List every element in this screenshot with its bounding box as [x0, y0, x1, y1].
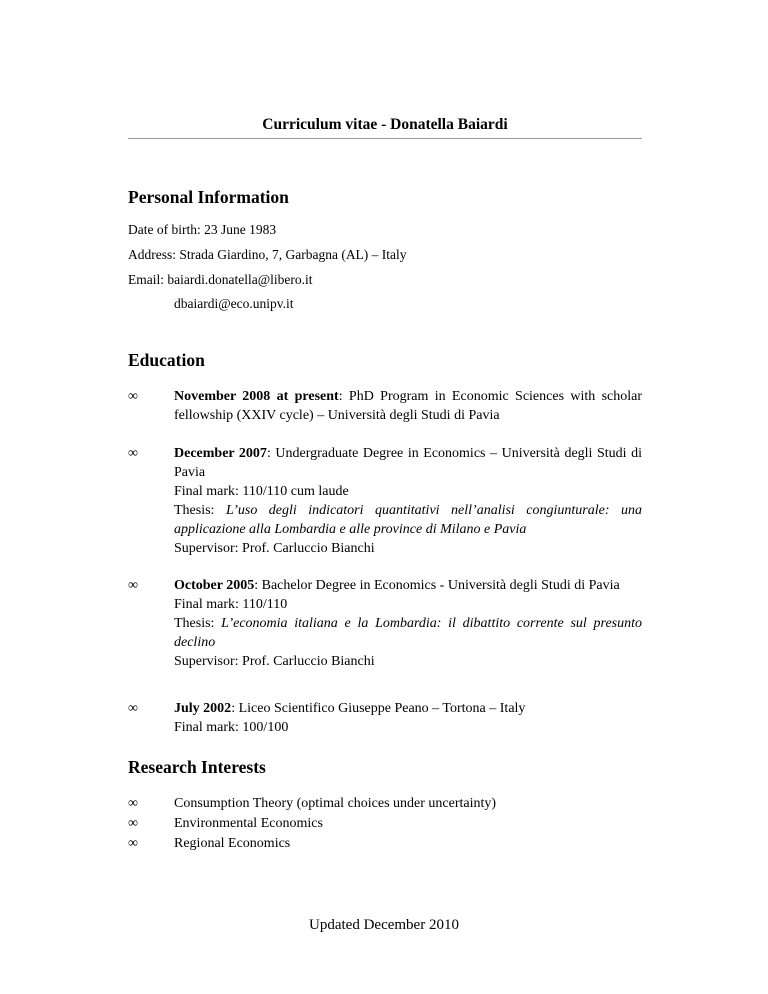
infinity-bullet-icon: ∞ — [128, 701, 138, 716]
supervisor: Supervisor: Prof. Carluccio Bianchi — [174, 654, 375, 669]
thesis-label: Thesis: — [174, 616, 222, 631]
research-interests-list — [128, 794, 642, 854]
thesis-title: L’uso degli indicatori quantitativi nell’analisi congiunturale: una applicazione alla Lombardia e alle province di Milano e Pavia — [174, 503, 642, 537]
supervisor: Supervisor: Prof. Carluccio Bianchi — [174, 541, 375, 556]
infinity-bullet-icon: ∞ — [128, 446, 138, 461]
education-item — [128, 576, 642, 671]
infinity-bullet-icon: ∞ — [128, 796, 138, 811]
infinity-bullet-icon: ∞ — [128, 578, 138, 593]
email-primary: Email: baiardi.donatella@libero.it — [128, 272, 313, 287]
infinity-bullet-icon: ∞ — [128, 816, 138, 831]
education-description: : Undergraduate Degree in Economics – Università degli Studi di Pavia — [174, 446, 643, 480]
footer-updated: Updated December 2010 — [309, 917, 459, 933]
document-title: Curriculum vitae - Donatella Baiardi — [128, 116, 642, 139]
education-item — [128, 444, 642, 558]
infinity-bullet-icon: ∞ — [128, 836, 138, 851]
research-interest: Environmental Economics — [174, 816, 323, 831]
final-mark: Final mark: 110/110 — [174, 597, 288, 612]
research-interest: Regional Economics — [174, 836, 291, 851]
education-description: : Liceo Scientifico Giuseppe Peano – Tortona – Italy — [231, 701, 526, 716]
research-interest: Consumption Theory (optimal choices under uncertainty) — [174, 796, 497, 811]
education-heading: Education — [128, 350, 205, 370]
list-item — [128, 814, 642, 834]
education-date: July 2002 — [174, 701, 232, 716]
date-of-birth: Date of birth: 23 June 1983 — [128, 222, 277, 237]
education-date: December 2007 — [174, 446, 267, 461]
address: Address: Strada Giardino, 7, Garbagna (AL) – Italy — [128, 247, 407, 262]
infinity-bullet-icon: ∞ — [128, 389, 138, 404]
final-mark: Final mark: 110/110 cum laude — [174, 484, 349, 499]
education-description: : Bachelor Degree in Economics - Università degli Studi di Pavia — [254, 578, 620, 593]
thesis-title: L’economia italiana e la Lombardia: il dibattito corrente sul presunto declino — [174, 616, 642, 650]
education-date: November 2008 at present — [174, 389, 339, 404]
education-date: October 2005 — [174, 578, 255, 593]
personal-information-heading: Personal Information — [128, 187, 289, 207]
email-secondary: dbaiardi@eco.unipv.it — [174, 296, 294, 311]
list-item — [128, 794, 642, 814]
education-item — [128, 699, 642, 737]
final-mark: Final mark: 100/100 — [174, 720, 289, 735]
list-item — [128, 834, 642, 854]
education-item — [128, 387, 642, 425]
education-description: : PhD Program in Economic Sciences with scholar fellowship (XXIV cycle) – Università degli Studi di Pavia — [174, 389, 642, 423]
thesis-label: Thesis: — [174, 503, 226, 518]
research-interests-heading: Research Interests — [128, 757, 266, 777]
